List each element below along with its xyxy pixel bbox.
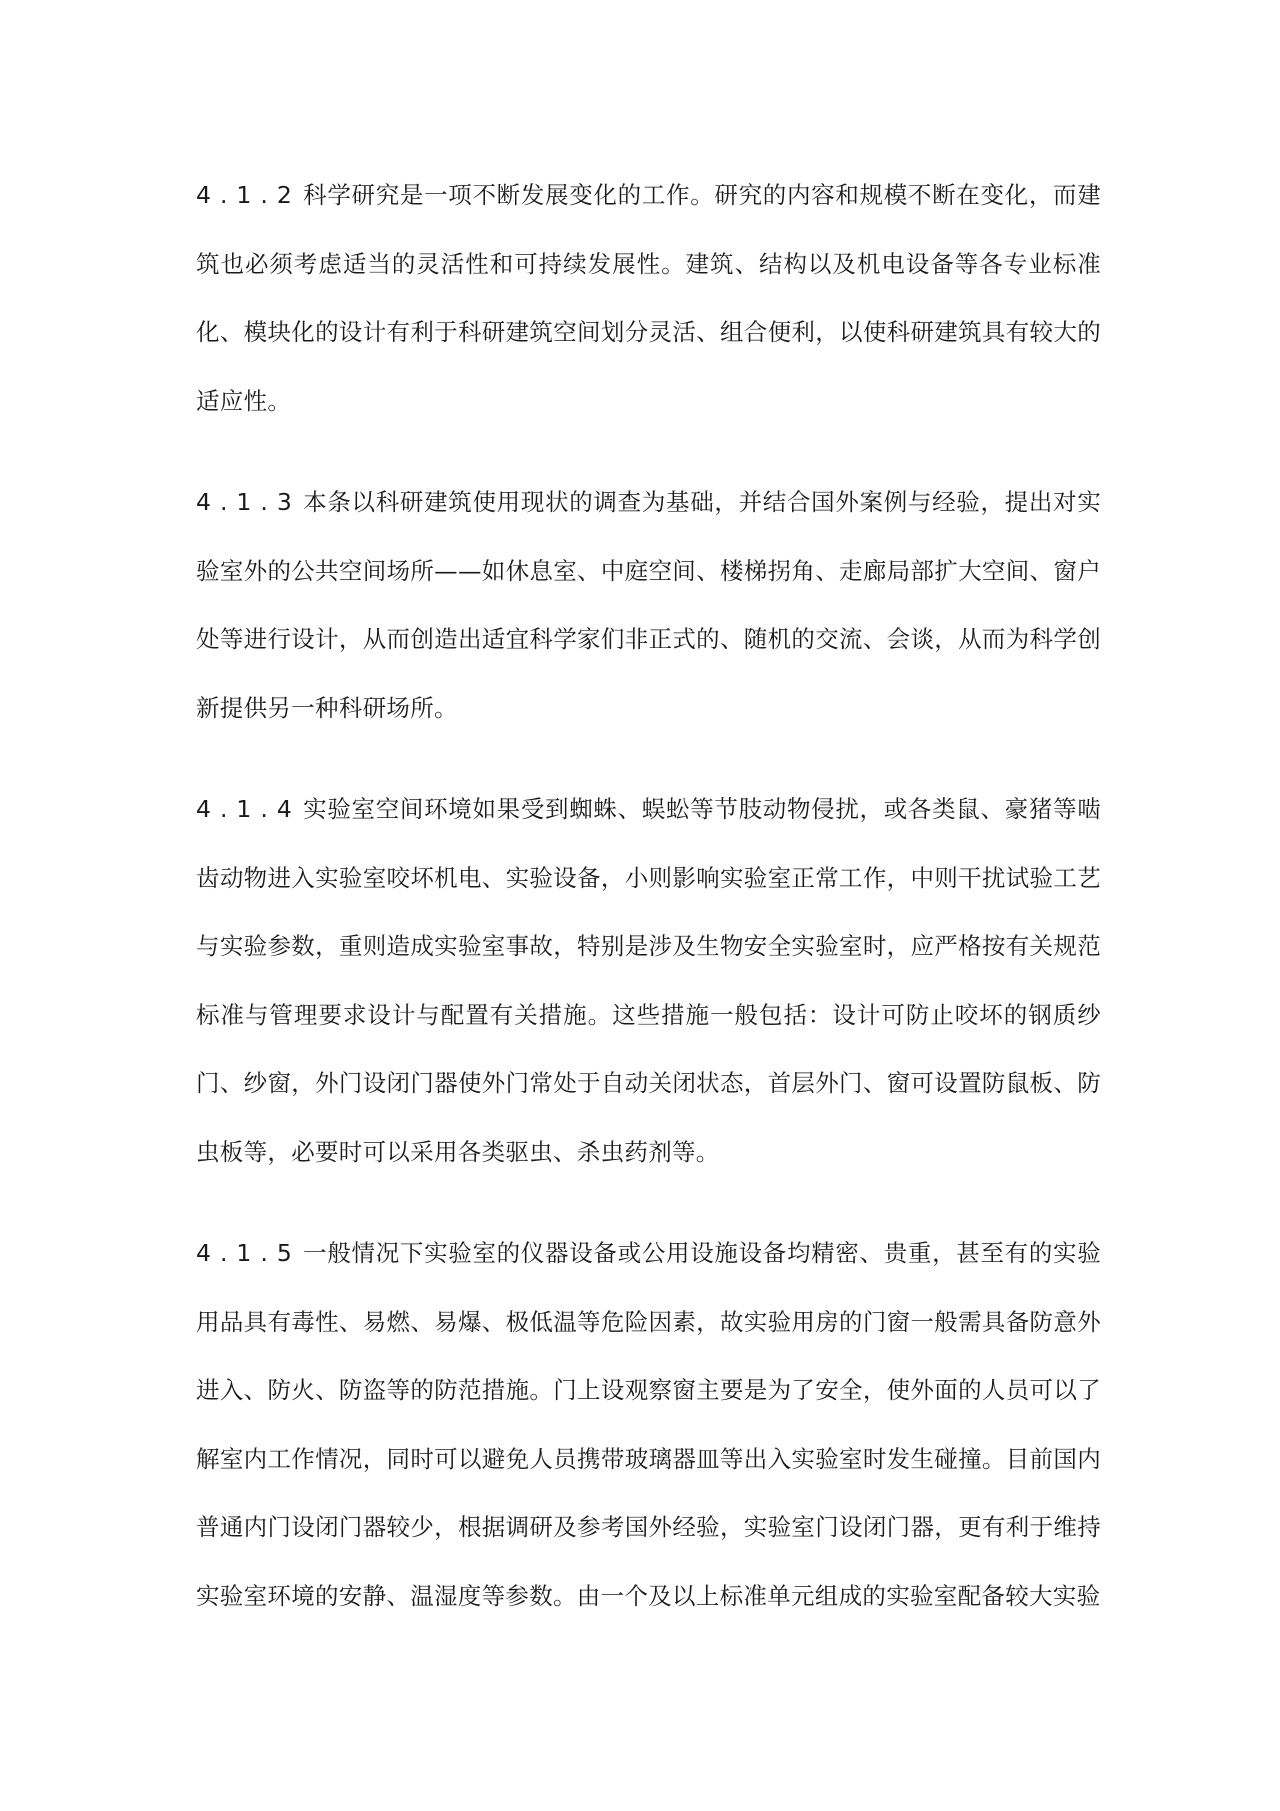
clause-number: 4.1.5 xyxy=(196,1239,301,1267)
paragraph-text: 实验室空间环境如果受到蜘蛛、蜈蚣等节肢动物侵扰，或各类鼠、豪猪等啮齿动物进入实验室咬坏机电、实验设备，小则影响实验室正常工作，中则干扰试验工艺与实验参数，重则造成实验室事故，特别是涉及生物安全实验室时，应严格按有关规范标准与管理要求设计与配置有关措施。这些措施一般包括：设计可防止咬坏的钢质纱门、纱窗，外门设闭门器使外门常处于自动关闭状态，首层外门、窗可设置防鼠板、防虫板等，必要时可以采用各类驱虫、杀虫药剂等。 xyxy=(196,795,1101,1166)
paragraph-4-1-5 xyxy=(196,1219,1101,1630)
paragraph-4-1-3 xyxy=(196,468,1101,742)
paragraph-text: 本条以科研建筑使用现状的调查为基础，并结合国外案例与经验，提出对实验室外的公共空间场所——如休息室、中庭空间、楼梯拐角、走廊局部扩大空间、窗户处等进行设计，从而创造出适宜科学家们非正式的、随机的交流、会谈，从而为科学创新提供另一种科研场所。 xyxy=(196,488,1101,722)
clause-number: 4.1.2 xyxy=(196,181,301,209)
document-page xyxy=(196,161,1101,1663)
paragraph-4-1-2 xyxy=(196,161,1101,435)
clause-number: 4.1.3 xyxy=(196,488,301,516)
clause-number: 4.1.4 xyxy=(196,795,301,823)
paragraph-text: 科学研究是一项不断发展变化的工作。研究的内容和规模不断在变化，而建筑也必须考虑适当的灵活性和可持续发展性。建筑、结构以及机电设备等各专业标准化、模块化的设计有利于科研建筑空间划分灵活、组合便利，以使科研建筑具有较大的适应性。 xyxy=(196,181,1101,415)
paragraph-text: 一般情况下实验室的仪器设备或公用设施设备均精密、贵重，甚至有的实验用品具有毒性、易燃、易爆、极低温等危险因素，故实验用房的门窗一般需具备防意外进入、防火、防盗等的防范措施。门上设观察窗主要是为了安全，使外面的人员可以了解室内工作情况，同时可以避免人员携带玻璃器皿等出入实验室时发生碰撞。目前国内普通内门设闭门器较少，根据调研及参考国外经验，实验室门设闭门器，更有利于维持实验室环境的安静、温湿度等参数。由一个及以上标准单元组成的实验室配备较大实验 xyxy=(196,1239,1101,1610)
paragraph-4-1-4 xyxy=(196,775,1101,1186)
